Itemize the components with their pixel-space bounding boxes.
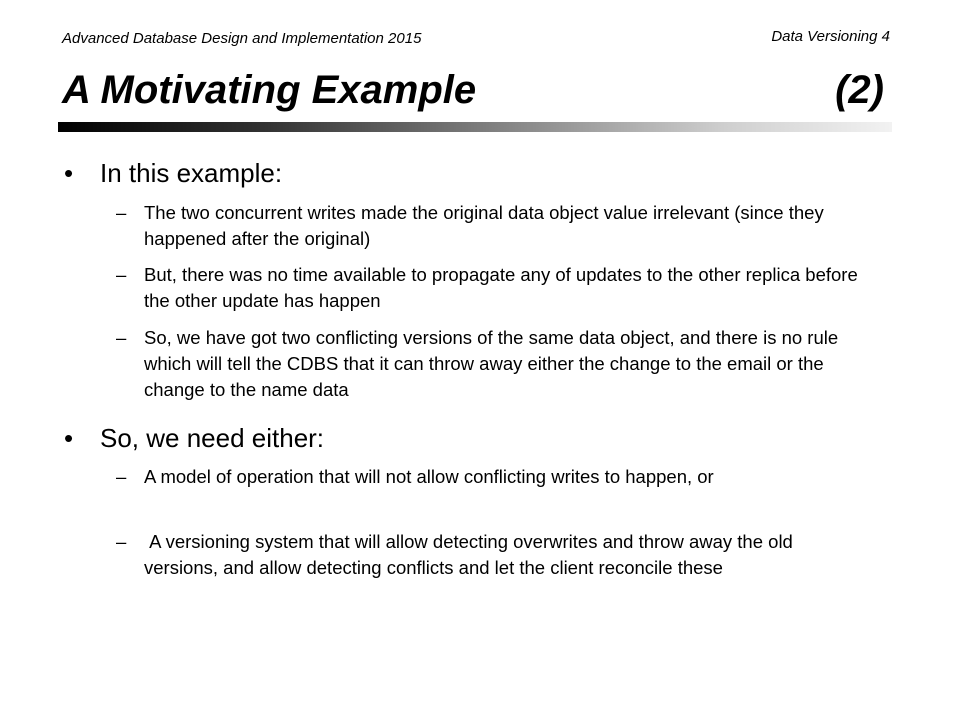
- sub-bullet-marker: –: [116, 202, 127, 223]
- bullet-marker: •: [64, 423, 74, 453]
- sub-bullet-marker: –: [116, 531, 127, 552]
- bullet-item: [64, 422, 324, 454]
- sub-bullet-item: [116, 464, 866, 490]
- sub-bullet-text: But, there was no time available to propagate any of updates to the other replica before the other update has happen: [144, 264, 858, 311]
- sub-bullet-item: [116, 262, 866, 314]
- sub-bullet-text: A versioning system that will allow detecting overwrites and throw away the old versions, and allow detecting conflicts and let the client reconcile these: [144, 531, 798, 578]
- sub-bullet-item: [116, 325, 866, 403]
- sub-bullet-text: A model of operation that will not allow conflicting writes to happen, or: [144, 466, 714, 487]
- slide-header: Data Versioning 4: [771, 28, 890, 45]
- title-rule: [58, 122, 892, 132]
- slide-title-number: (2): [835, 68, 884, 112]
- bullet-text: So, we need either:: [100, 423, 325, 453]
- bullet-text: In this example:: [100, 158, 283, 188]
- sub-bullet-marker: –: [116, 327, 127, 348]
- sub-bullet-marker: –: [116, 466, 127, 487]
- bullet-marker: •: [64, 158, 74, 188]
- sub-bullet-text: The two concurrent writes made the original data object value irrelevant (since they happened after the original): [144, 202, 824, 249]
- slide-title: A Motivating Example: [62, 68, 477, 112]
- sub-bullet-item: [116, 529, 866, 581]
- bullet-item: [64, 157, 282, 189]
- sub-bullet-item: [116, 200, 866, 252]
- sub-bullet-marker: –: [116, 264, 127, 285]
- course-header: Advanced Database Design and Implementation 2015: [62, 30, 422, 47]
- sub-bullet-text: So, we have got two conflicting versions of the same data object, and there is no rule which will tell the CDBS that it can throw away either the change to the email or the change to the name data: [144, 327, 839, 400]
